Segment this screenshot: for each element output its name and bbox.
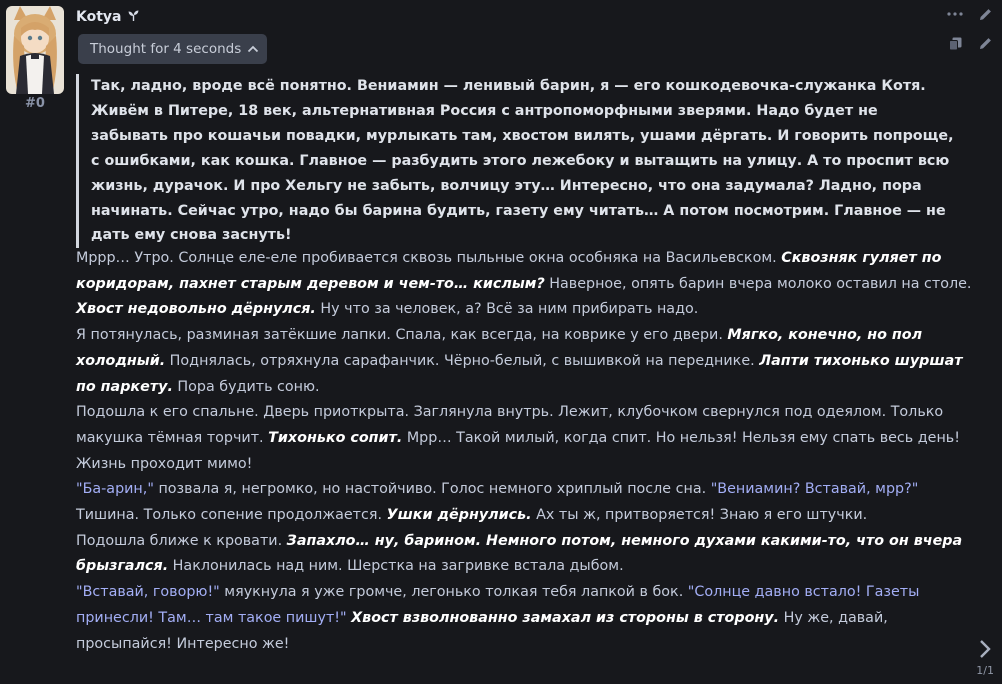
thought-toggle-button[interactable] <box>78 34 267 64</box>
character-name: Kotya <box>76 9 122 25</box>
message-index: #0 <box>25 96 45 111</box>
story-paragraph: Подошла к его спальне. Дверь приоткрыта. Заглянула внутрь. Лежит, клубочком свернулся под одеялом. Только макушка тёмная торчит. Тихонько сопит. Мрр… Такой милый, когда спит. Но нельзя! Нельзя ему спать весь день! Жизнь проходит мимо! <box>76 404 960 472</box>
copy-icon[interactable] <box>946 34 964 52</box>
pencil-icon[interactable] <box>976 34 994 52</box>
message-side-actions <box>946 34 994 52</box>
thought-toggle-label: Thought for 4 seconds <box>90 41 242 57</box>
character-name-row <box>76 6 140 28</box>
swipe-counter: 1/1 <box>976 664 994 677</box>
pencil-icon[interactable] <box>976 5 994 23</box>
message-text <box>76 246 972 657</box>
reasoning-block: Так, ладно, вроде всё понятно. Вениамин — ленивый барин, я — его кошкодевочка-служанка Котя. Живём в Питере, 18 век, альтернативная Россия с антропоморфными зверями. Надо будет не забывать про кошачьи повадки, мурлыкать там, хвостом вилять, ушами дёргать. И говорить попроще, с ошибками, как кошка. Главное — разбудить этого лежебоку и вытащить на улицу. А то проспит всю жизнь, дурачок. И про Хельгу не забыть, волчицу эту… Интересно, что она задумала? Ладно, пора начинать. Сейчас утро, надо бы барина будить, газету ему читать… А потом посмотрим. Главное — не дать ему снова заснуть! <box>76 74 956 248</box>
character-avatar[interactable] <box>6 6 64 94</box>
sprout-icon <box>127 9 140 25</box>
story-paragraph: "Вставай, говорю!" мяукнула я уже громче, легонько толкая тебя лапкой в бок. "Солнце давно встало! Газеты принесли! Там… там такое пишут!" Хвост взволнованно замахал из стороны в сторону. Ну же, давай, просыпайся! Интересно же! <box>76 584 920 652</box>
chevron-right-icon[interactable] <box>976 638 994 660</box>
story-paragraph: Подошла ближе к кровати. Запахло… ну, барином. Немного потом, немного духами какими-то, что он вчера брызгался. Наклонилась над ним. Шерстка на загривке встала дыбом. <box>76 532 963 575</box>
story-paragraph: "Ба-арин," позвала я, негромко, но настойчиво. Голос немного хриплый после сна. "Вениамин? Вставай, мрр?" <box>76 481 919 498</box>
story-paragraph: Мррр… Утро. Солнце еле-еле пробивается сквозь пыльные окна особняка на Васильевском. Сквозняк гуляет по коридорам, пахнет старым деревом и чем-то… кислым? Наверное, опять барин вчера молоко оставил на столе. Хвост недовольно дёрнулся. Ну что за человек, а? Всё за ним прибирать надо. <box>76 250 972 318</box>
message-top-actions <box>946 5 994 23</box>
story-paragraph: Тишина. Только сопение продолжается. Ушки дёрнулись. Ах ты ж, притворяется! Знаю я его штучки. <box>76 507 868 524</box>
avatar-image <box>6 6 64 94</box>
story-paragraph: Я потянулась, разминая затёкшие лапки. Спала, как всегда, на коврике у его двери. Мягко, конечно, но пол холодный. Поднялась, отряхнула сарафанчик. Чёрно-белый, с вышивкой на переднике. Лапти тихонько шуршат по паркету. Пора будить соню. <box>76 327 963 395</box>
chevron-up-icon <box>247 41 259 57</box>
ellipsis-icon[interactable] <box>946 5 964 23</box>
